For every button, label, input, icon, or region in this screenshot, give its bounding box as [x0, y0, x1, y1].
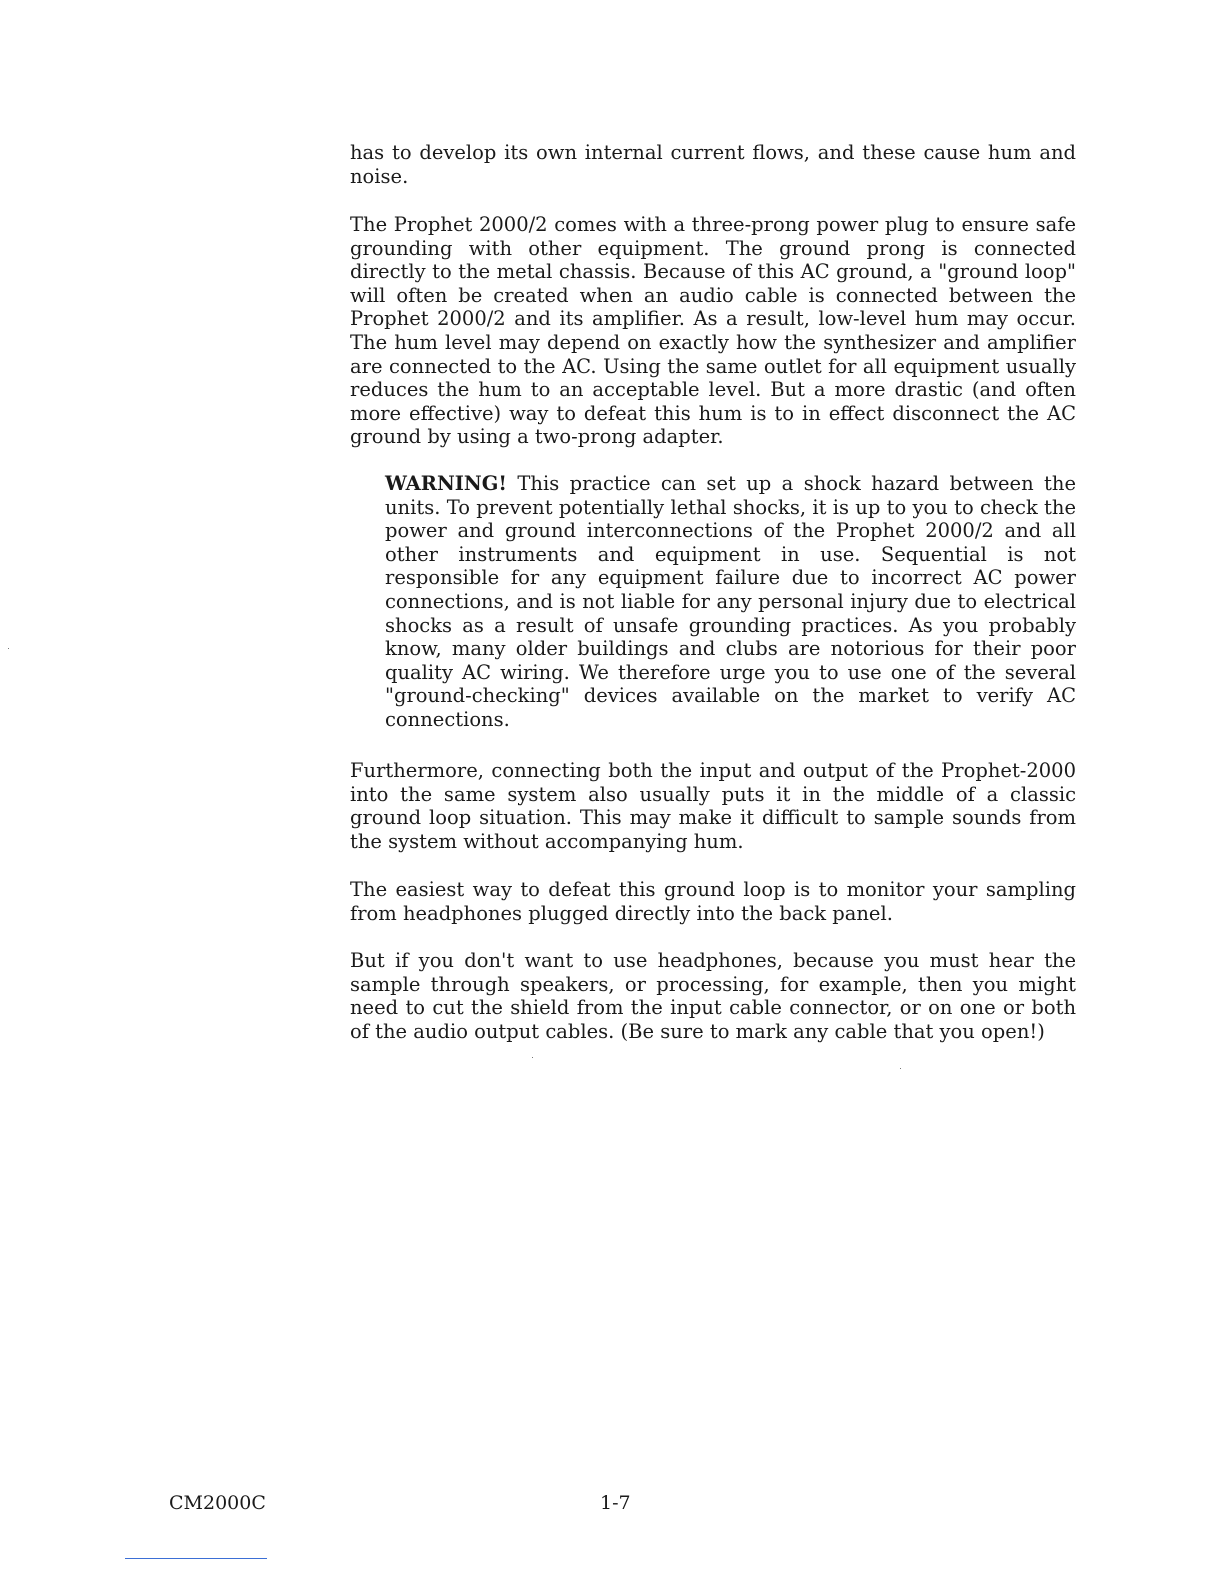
scan-speck	[8, 648, 9, 649]
footer-doc-code: CM2000C	[169, 1492, 266, 1514]
warning-label: WARNING!	[385, 472, 507, 495]
paragraph-headphones: The easiest way to defeat this ground loop is to monitor your sampling from headphones plugged directly into the back panel.	[350, 878, 1076, 925]
paragraph-input-output: Furthermore, connecting both the input and output of the Prophet-2000 into the same system also usually puts it in the middle of a classic ground loop situation. This may make it difficult to sample sounds from the system without accompanying hum.	[350, 759, 1076, 853]
warning-block	[385, 472, 1076, 732]
paragraph-ground-loop: The Prophet 2000/2 comes with a three-prong power plug to ensure safe grounding with other equipment. The ground prong is connected directly to the metal chassis. Because of this AC ground, a "ground loop" will often be created when an audio cable is connected between the Prophet 2000/2 and its amplifier. As a result, low-level hum may occur. The hum level may depend on exactly how the synthesizer and amplifier are connected to the AC. Using the same outlet for all equipment usually reduces the hum to an acceptable level. But a more drastic (and often more effective) way to defeat this hum is to in effect disconnect the AC ground by using a two-prong adapter.	[350, 213, 1076, 449]
scan-speck	[900, 1068, 901, 1069]
paragraph-hum-noise: has to develop its own internal current flows, and these cause hum and noise.	[350, 141, 1076, 188]
scan-edge-line	[125, 1558, 267, 1559]
footer-page-number: 1-7	[600, 1492, 631, 1514]
paragraph-cut-shield: But if you don't want to use headphones, because you must hear the sample through speakers, or processing, for example, then you might need to cut the shield from the input cable connector, or on one or both of the audio output cables. (Be sure to mark any cable that you open!)	[350, 949, 1076, 1043]
scan-speck	[532, 1057, 533, 1058]
warning-body: This practice can set up a shock hazard between the units. To prevent potentially lethal shocks, it is up to you to check the power and ground interconnections of the Prophet 2000/2 and all other instruments and equipment in use. Sequential is not responsible for any equipment failure due to incorrect AC power connections, and is not liable for any personal injury due to electrical shocks as a result of unsafe grounding practices. As you probably know, many older buildings and clubs are notorious for their poor quality AC wiring. We therefore urge you to use one of the several "ground-checking" devices available on the market to verify AC connections.	[385, 472, 1076, 731]
